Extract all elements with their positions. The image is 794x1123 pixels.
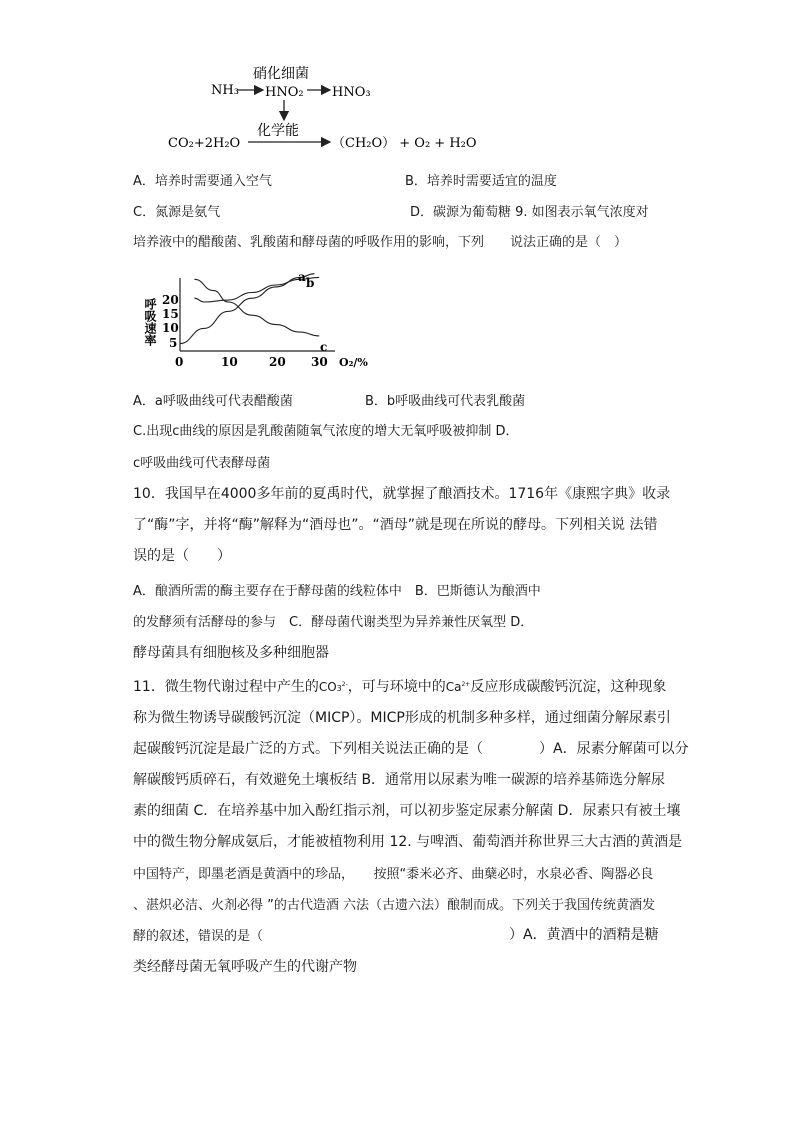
series-line-a: [180, 274, 314, 344]
q12-line2: 、湛炽必洁、火剂必得 ”的古代造酒 六法（古遗六法）酿制而成。下列关于我国传统黄酒发: [133, 898, 656, 913]
q9-stem-line2: 培养液中的醋酸菌、乳酸菌和酵母菌的呼吸作用的影响，下列 说法正确的是（ ）: [133, 235, 628, 250]
x-tick-30: 30: [311, 355, 328, 369]
series-line-c: [194, 279, 319, 336]
q12-line3-part-a: 酵的叙述，错误的是（: [133, 929, 264, 944]
q12-line3-part-b: ）A．黄酒中的酒精是糖: [509, 927, 659, 943]
y-tick-20: 20: [162, 293, 179, 307]
x-axis-label: O₂/%: [339, 356, 368, 369]
products-formula: （CH₂O） + O₂ + H₂O: [332, 136, 477, 151]
respiration-chart-svg: [135, 268, 395, 373]
y-tick-5: 5: [169, 336, 178, 350]
q8-option-d-q9-start: D．碳源为葡萄糖 9. 如图表示氧气浓度对: [410, 205, 649, 220]
x-tick-10: 10: [221, 355, 238, 369]
hno2-formula: HNO₂: [265, 85, 304, 100]
q11-line6: 中的微生物分解成氨后，才能被植物利用 12. 与啤酒、葡萄酒并称世界三大古酒的黄酒是: [133, 834, 683, 850]
q11-line1-part-b: ，可与环境中的: [347, 679, 446, 695]
nh3-formula: NH₃: [211, 83, 239, 98]
q11-line2: 称为微生物诱导碳酸钙沉淀（MICP）。MICP形成的机制多种多样，通过细菌分解尿素引: [133, 710, 671, 726]
q11-line4: 解碳酸钙质碎石，有效避免土壤板结 B．通常用以尿素为唯一碳源的培养基筛选分解尿: [133, 772, 666, 788]
q12-line1: 中国特产，即墨老酒是黄酒中的珍品， 按照“黍米必齐、曲蘖必时，水泉必香、陶器必良: [133, 867, 654, 882]
q10-line4: A．酿酒所需的酶主要存在于酵母菌的线粒体中 B．巴斯德认为酿酒中: [133, 584, 541, 599]
reactants-formula: CO₂+2H₂O: [168, 136, 241, 151]
bacteria-label: 硝化细菌: [253, 66, 309, 82]
q11-line1-part-c: 反应形成碳酸钙沉淀，这种现象: [470, 679, 667, 695]
y-axis-label: 呼吸速率: [143, 298, 157, 346]
ca-formula: $Ca^{2+}$: [445, 680, 471, 694]
q10-line3: 误的是（ ）: [133, 548, 231, 564]
q8-option-a: A．培养时需要通入空气: [133, 174, 272, 189]
hno3-formula: HNO₃: [332, 85, 371, 100]
reaction-diagram-svg: [160, 60, 560, 155]
energy-label: 化学能: [257, 123, 299, 139]
q9-option-a: A．a呼吸曲线可代表醋酸菌: [133, 394, 293, 409]
q11-line3: 起碳酸钙沉淀是最广泛的方式。下列相关说法正确的是（ ）A．尿素分解菌可以分: [133, 741, 689, 757]
q10-line2: 了“酶”字，并将“酶”解释为“酒母也”。“酒母”就是现在所说的酵母。下列相关说 法错: [133, 517, 658, 533]
q11-line5: 素的细菌 C．在培养基中加入酚红指示剂，可以初步鉴定尿素分解菌 D．尿素只有被土壤: [133, 803, 681, 819]
q9-option-c: C.出现c曲线的原因是乳酸菌随氧气浓度的增大无氧呼吸被抑制 D．: [133, 424, 519, 439]
series-label-c: c: [320, 340, 328, 354]
y-tick-15: 15: [162, 307, 179, 321]
q10-line1: 10．我国早在4000多年前的夏禹时代，就掌握了酿酒技术。1716年《康熙字典》收录: [133, 486, 671, 502]
q10-line5: 的发酵须有活酵母的参与 C．酵母菌代谢类型为异养兼性厌氧型 D．: [133, 615, 534, 630]
q11-line1-part-a: 11．微生物代谢过程中产生的: [133, 679, 319, 695]
x-tick-0: 0: [175, 355, 184, 369]
series-label-a: a: [298, 270, 306, 284]
series-label-b: b: [306, 276, 315, 290]
q8-option-b: B．培养时需要适宜的温度: [405, 174, 557, 189]
co3-formula: $CO3^{2-}$: [318, 680, 348, 694]
q12-line4: 类经酵母菌无氧呼吸产生的代谢产物: [133, 959, 357, 975]
q11-line1: [133, 676, 666, 696]
y-tick-10: 10: [162, 321, 179, 335]
x-tick-20: 20: [269, 355, 286, 369]
q8-option-c: C．氮源是氨气: [133, 205, 221, 220]
q9-option-b: B．b呼吸曲线可代表乳酸菌: [365, 394, 526, 409]
q10-line6: 酵母菌具有细胞核及多种细胞器: [133, 645, 329, 661]
q9-option-d: c呼吸曲线可代表酵母菌: [133, 456, 271, 471]
